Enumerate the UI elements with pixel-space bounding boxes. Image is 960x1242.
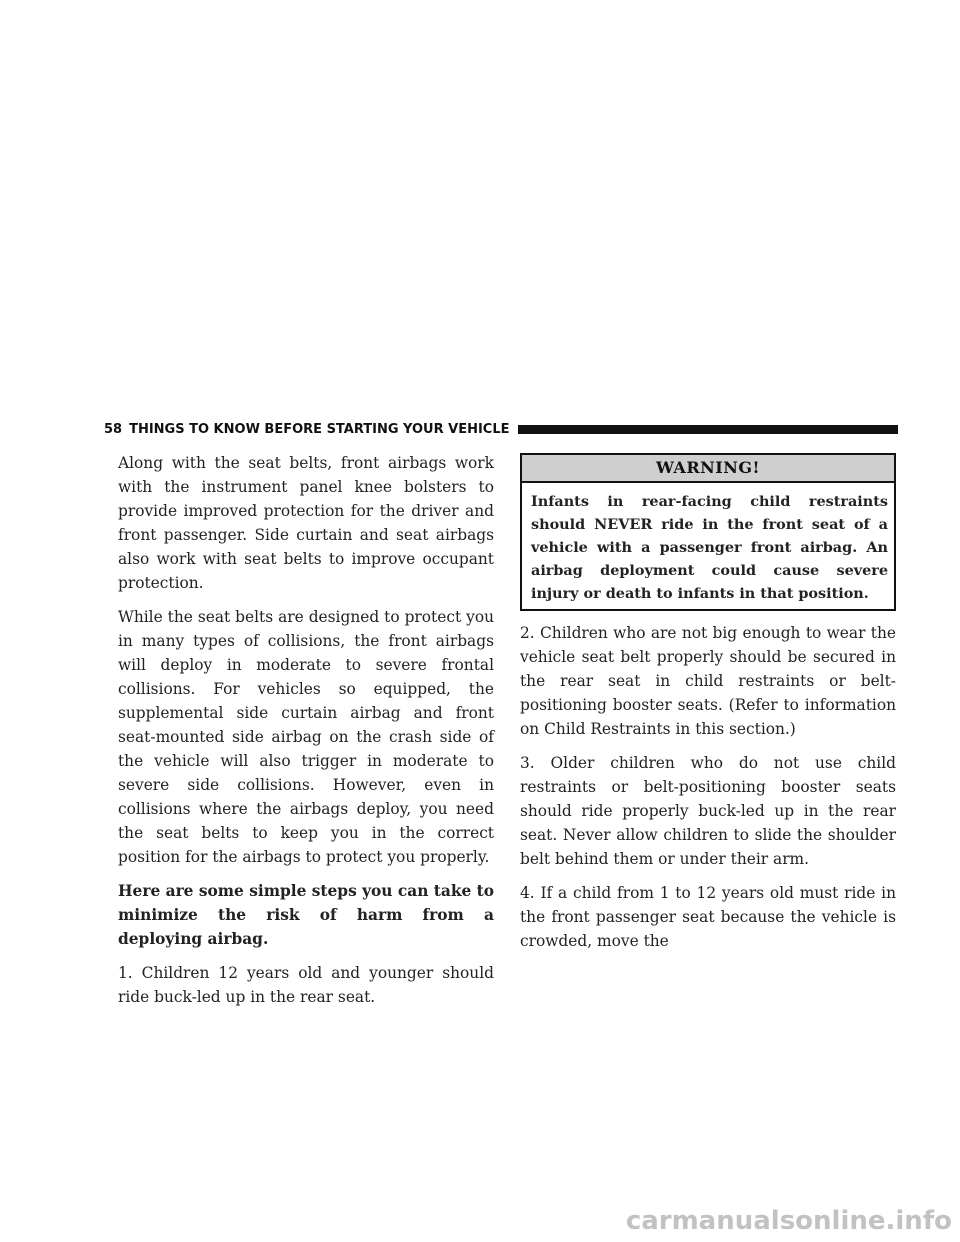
section-title: THINGS TO KNOW BEFORE STARTING YOUR VEHICLE <box>129 421 510 437</box>
warning-box <box>520 453 896 611</box>
warning-title: WARNING! <box>522 455 894 483</box>
header-rule <box>518 425 898 434</box>
watermark: carmanualsonline.info <box>625 1206 952 1236</box>
paragraph-step-4: 4. If a child from 1 to 12 years old must ride in the front passenger seat because the vehicle is crowded, move the <box>520 884 896 950</box>
paragraph-steps-heading: Here are some simple steps you can take to minimize the risk of harm from a deploying airbag. <box>118 882 495 948</box>
paragraph-step-3: 3. Older children who do not use child restraints or belt-positioning booster seats should ride properly buck-led up in the rear seat. Never allow children to slide the shoulder belt behind them or under their arm. <box>520 754 896 868</box>
paragraph-step-2: 2. Children who are not big enough to wear the vehicle seat belt properly should be secured in the rear seat in child restraints or belt-positioning booster seats. (Refer to information on Child Restraints in this section.) <box>520 624 896 738</box>
right-column <box>520 453 896 963</box>
paragraph-step-1: 1. Children 12 years old and younger should ride buck-led up in the rear seat. <box>118 964 494 1006</box>
page-number: 58 <box>104 421 123 437</box>
paragraph-seat-belts: While the seat belts are designed to protect you in many types of collisions, the front airbags will deploy in moderate to severe frontal collisions. For vehicles so equipped, the supplemental side curtain airbag and front seat-mounted side airbag on the crash side of the vehicle will also trigger in moderate to severe side collisions. However, even in collisions where the airbags deploy, you need the seat belts to keep you in the correct position for the airbags to protect you properly. <box>118 608 494 866</box>
page-header <box>104 418 898 440</box>
paragraph-airbags-intro: Along with the seat belts, front airbags work with the instrument panel knee bolsters to provide improved protection for the driver and front passenger. Side curtain and seat airbags also work with seat belts to improve occupant protection. <box>118 454 494 592</box>
warning-text: Infants in rear-facing child restraints should NEVER ride in the front seat of a vehicle with a passenger front airbag. An airbag deployment could cause severe injury or death to infants in that position. <box>531 493 888 602</box>
left-column <box>118 451 494 1019</box>
